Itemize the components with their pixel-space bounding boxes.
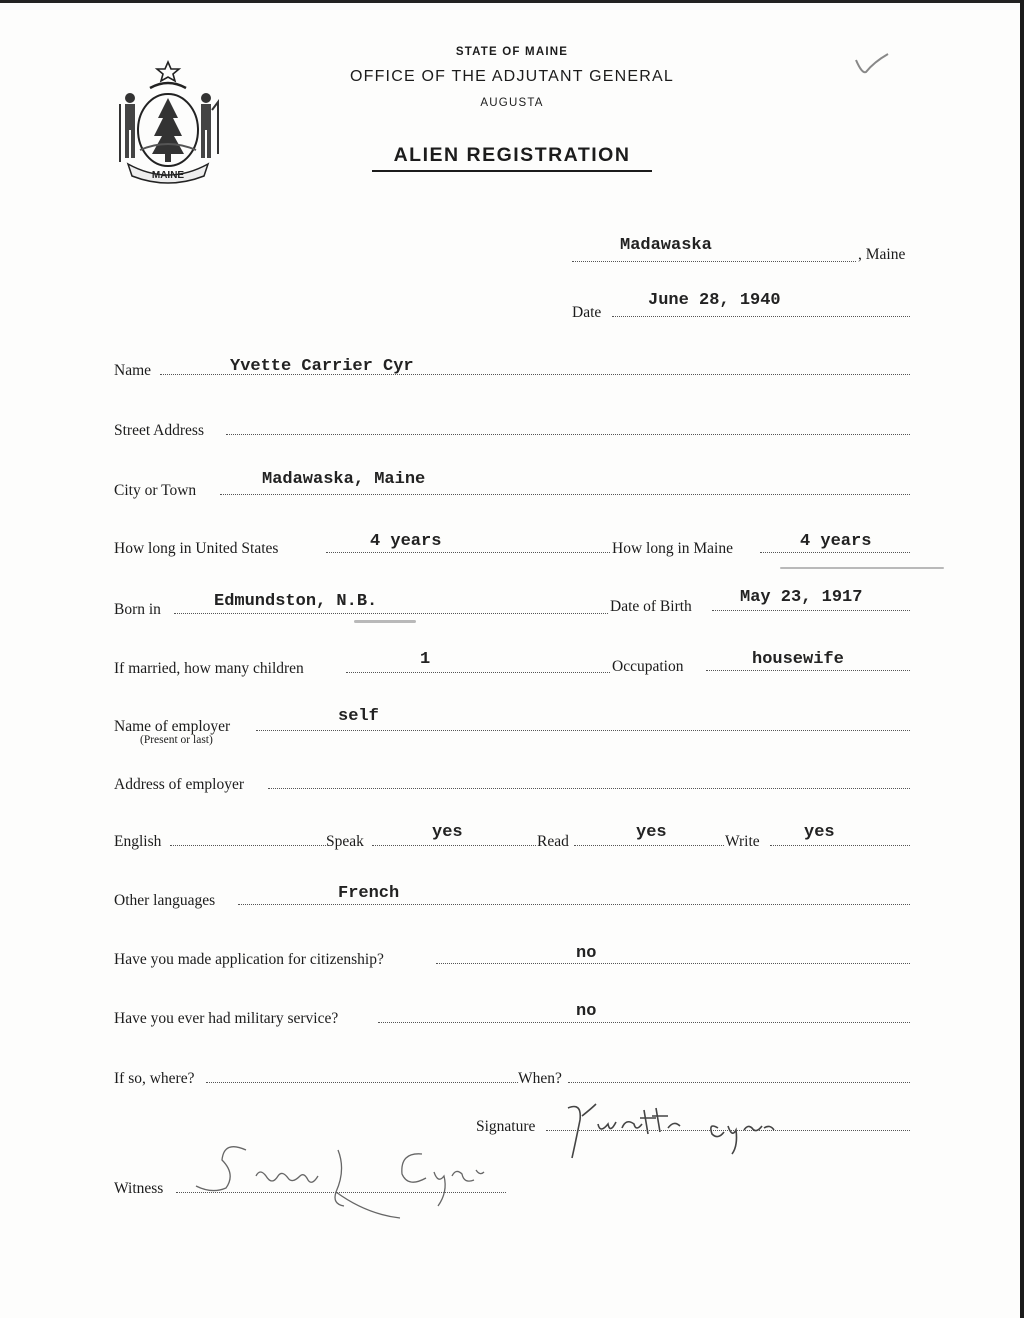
english-line: [170, 845, 326, 846]
write-value: yes: [804, 823, 835, 842]
town-value: Madawaska: [620, 236, 712, 255]
how-long-us-label: How long in United States: [114, 540, 279, 557]
other-languages-label: Other languages: [114, 892, 216, 909]
street-label: Street Address: [114, 422, 204, 439]
speak-value: yes: [432, 823, 463, 842]
children-label: If married, how many children: [114, 660, 304, 677]
city-value: Madawaska, Maine: [262, 470, 426, 489]
how-long-maine-value: 4 years: [800, 532, 872, 551]
name-label: Name: [114, 362, 152, 379]
city-line: [220, 494, 910, 495]
military-label: Have you ever had military service?: [114, 1010, 339, 1027]
city-label: City or Town: [114, 482, 197, 499]
english-label: English: [114, 833, 162, 850]
paper-smudge: [780, 567, 944, 569]
how-long-us-line: [326, 552, 610, 553]
form-title: ALIEN REGISTRATION: [372, 144, 652, 172]
occupation-value: housewife: [752, 650, 844, 669]
when-line: [568, 1082, 910, 1083]
witness-label: Witness: [114, 1180, 164, 1197]
date-of-birth-line: [712, 610, 910, 611]
how-long-maine-line: [760, 552, 910, 553]
employer-label: Name of employer: [114, 718, 231, 735]
born-in-value: Edmundston, N.B.: [214, 592, 378, 611]
citizenship-label: Have you made application for citizenship?: [114, 951, 384, 968]
other-languages-value: French: [338, 884, 400, 903]
employer-note: (Present or last): [140, 734, 213, 746]
signature-handwriting: [552, 1094, 802, 1166]
military-value: no: [576, 1002, 597, 1021]
date-of-birth-value: May 23, 1917: [740, 588, 863, 607]
date-line: [612, 316, 910, 317]
header-city: AUGUSTA: [480, 97, 544, 109]
street-line: [226, 434, 910, 435]
seal-banner: MAINE: [151, 170, 185, 181]
employer-address-line: [268, 788, 910, 789]
where-label: If so, where?: [114, 1070, 195, 1087]
witness-handwriting: [186, 1132, 486, 1224]
employer-line: [256, 730, 910, 731]
date-value: June 28, 1940: [648, 291, 781, 310]
children-value: 1: [420, 650, 431, 669]
ink-smudge: [354, 620, 416, 623]
how-long-us-value: 4 years: [370, 532, 442, 551]
how-long-maine-label: How long in Maine: [612, 540, 733, 557]
signature-label: Signature: [476, 1118, 536, 1135]
other-languages-line: [238, 904, 910, 905]
employer-value: self: [338, 707, 379, 726]
town-line: [572, 261, 856, 262]
date-of-birth-label: Date of Birth: [610, 598, 692, 615]
write-label: Write: [725, 833, 760, 850]
header-state: STATE OF MAINE: [455, 46, 569, 58]
military-line: [378, 1022, 910, 1023]
speak-label: Speak: [326, 833, 364, 850]
header-office: OFFICE OF THE ADJUTANT GENERAL: [349, 68, 675, 85]
where-line: [206, 1082, 518, 1083]
occupation-label: Occupation: [612, 658, 684, 675]
born-in-line: [174, 613, 608, 614]
write-line: [770, 845, 910, 846]
read-label: Read: [537, 833, 569, 850]
employer-address-label: Address of employer: [114, 776, 244, 793]
scan-edge-top: [0, 0, 1024, 3]
maine-suffix-label: , Maine: [858, 246, 906, 263]
read-value: yes: [636, 823, 667, 842]
citizenship-line: [436, 963, 910, 964]
name-value: Yvette Carrier Cyr: [230, 357, 414, 376]
born-in-label: Born in: [114, 601, 161, 618]
when-label: When?: [518, 1070, 562, 1087]
speak-line: [372, 845, 536, 846]
children-line: [346, 672, 610, 673]
read-line: [574, 845, 724, 846]
date-label: Date: [572, 304, 602, 321]
scan-edge-right: [1020, 0, 1024, 1318]
citizenship-value: no: [576, 944, 597, 963]
occupation-line: [706, 670, 910, 671]
